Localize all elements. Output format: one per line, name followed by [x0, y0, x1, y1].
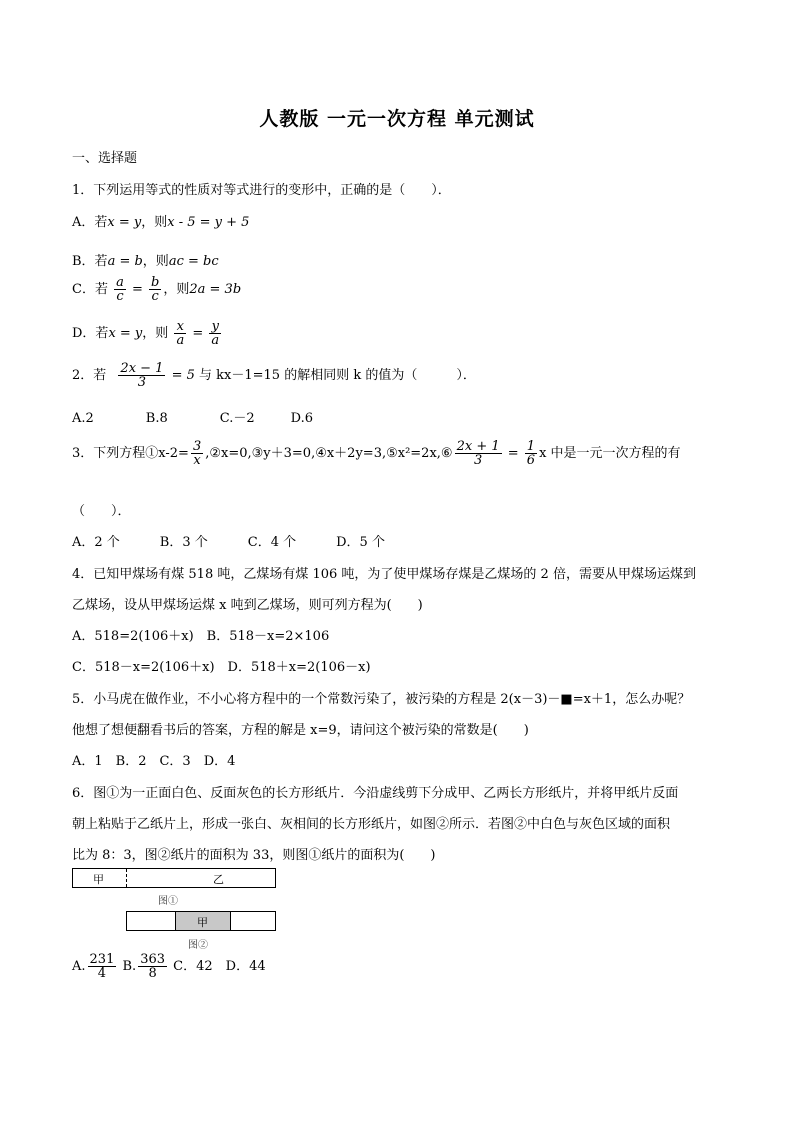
fraction: $\frac{231}{4}$ [89, 952, 115, 981]
question-6-line-1: 6．图①为一正面白色、反面灰色的长方形纸片．今沿虚线剪下分成甲、乙两长方形纸片，并将甲纸片反面 [72, 786, 679, 801]
figure-1-caption: 图① [158, 896, 178, 907]
q2-options: A.2 B.8 C.－2 D.6 [72, 411, 314, 426]
figure-1-label-yi: 乙 [213, 873, 224, 886]
fraction: $\frac{363}{8}$ [140, 952, 166, 981]
q3-paren: （ ）． [72, 504, 131, 519]
q6-options: A. $\frac{231}{4}$ B. $\frac{363}{8}$ C．42 D．44 [72, 952, 266, 981]
section-heading: 一、选择题 [72, 151, 138, 166]
q5-options: A．1 B．2 C．3 D．4 [72, 754, 236, 769]
page-title: 人教版 一元一次方程 单元测试 [259, 108, 535, 130]
fraction: $\frac{1}{6}$ [526, 439, 536, 468]
question-5-line-2: 他想了想便翻看书后的答案，方程的解是 x=9，请问这个被污染的常数是( ) [72, 723, 529, 738]
question-4-line-2: 乙煤场，设从甲煤场运煤 x 吨到乙煤场，则可列方程为( ) [72, 598, 423, 613]
figure-2-caption: 图② [188, 940, 208, 951]
fraction: $\frac{2x + 1}{3}$ [456, 439, 500, 468]
question-5-line-1: 5．小马虎在做作业，不小心将方程中的一个常数污染了，被污染的方程是 2(x－3)－■=x＋1，怎么办呢？ [72, 692, 691, 707]
question-6-line-2: 朝上粘贴于乙纸片上，形成一张白、灰相间的长方形纸片，如图②所示．若图②中白色与灰色区域的面积 [72, 817, 671, 832]
q1-option-b: B．若a = b，则ac = bc [72, 254, 219, 269]
fraction: $\frac{3}{x}$ [192, 439, 202, 468]
figure-2-strip [126, 911, 276, 931]
fraction: $\frac{y}{a}$ [211, 319, 220, 348]
q4-options-ab: A．518=2(106＋x) B．518－x=2×106 [72, 629, 330, 644]
question-1-stem: 1．下列运用等式的性质对等式进行的变形中，正确的是（ ）． [72, 183, 451, 198]
question-4-line-1: 4．已知甲煤场有煤 518 吨，乙煤场有煤 106 吨，为了使甲煤场存煤是乙煤场的 2 倍，需要从甲煤场运煤到 [72, 567, 696, 582]
fraction: $\frac{a}{c}$ [116, 275, 124, 304]
q4-options-cd: C．518－x=2(106＋x) D．518＋x=2(106－x) [72, 660, 371, 675]
fraction: $\frac{2x - 1}{3}$ [120, 361, 164, 390]
figure-2-label-jia: 甲 [197, 916, 208, 929]
figure-1-strip [72, 868, 276, 888]
dashed-cut-line [126, 869, 127, 887]
fraction: $\frac{x}{a}$ [176, 319, 185, 348]
q1-option-c: C．若 $\frac{a}{c}$ = $\frac{b}{c}$ ，则2a = 3b [72, 275, 242, 304]
question-6-line-3: 比为 8：3，图②纸片的面积为 33，则图①纸片的面积为( ) [72, 848, 436, 863]
q1-option-a: A．若x = y，则x - 5 = y + 5 [72, 215, 250, 230]
fraction: $\frac{b}{c}$ [151, 275, 160, 304]
q3-options: A．2 个 B．3 个 C．4 个 D．5 个 [72, 535, 385, 550]
question-2-stem: 2．若 $\frac{2x - 1}{3}$ = 5 与 kx－1=15 的解相同则 k 的值为（ ）． [72, 361, 476, 390]
question-3-stem: 3．下列方程①x-2= $\frac{3}{x}$ ,②x=0,③y＋3=0,④x＋2y=3,⑤x²=2x,⑥ $\frac{2x + 1}{3}$ = $\frac{1}{6}$ x 中是一元一次方程的有 [72, 439, 681, 468]
q1-option-d: D．若x = y，则 $\frac{x}{a}$ = $\frac{y}{a}$ [72, 319, 220, 348]
figure-1-label-jia: 甲 [93, 873, 104, 886]
